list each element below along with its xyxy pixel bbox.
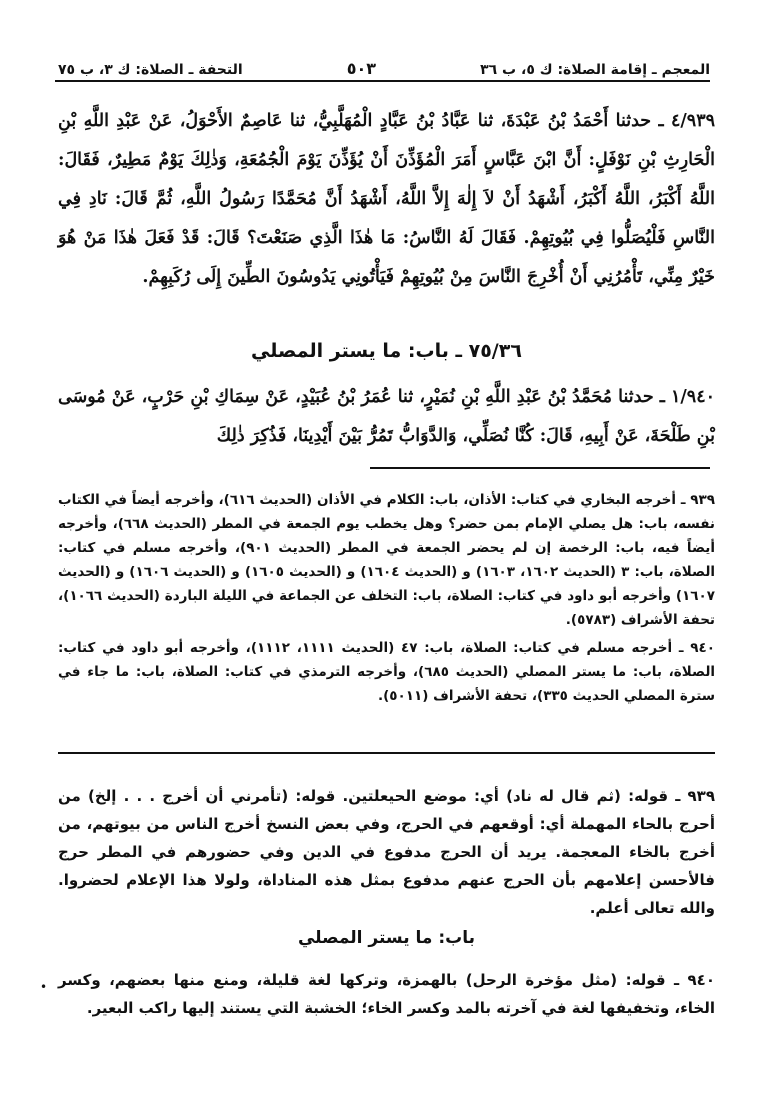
footnote-939: ٩٣٩ ـ أخرجه البخاري في كتاب: الأذان، باب: الكلام في الأذان (الحديث ٦١٦)، وأخرجه أيضاً في الكتاب نفسه، باب: هل يصلي الإمام بمن حضر؟ وهل يخطب يوم الجمعة في المطر (الحديث ٦٦٨)، وأخرجه أيضاً فيه، باب: الرخصة إن لم يحضر الجمعة في المطر (الحديث ٩٠١)، وأخرجه مسلم في كتاب: الصلاة، باب: ٣ (الحديث ١٦٠٢، ١٦٠٣) و (الحديث ١٦٠٤) و (الحديث ١٦٠٥) و (الحديث ١٦٠٦) و (الحديث ١٦٠٧) وأخرجه أبو داود في كتاب: الصلاة، باب: التخلف عن الجماعة في الليلة الباردة (الحديث ١٠٦٦)، تحفة الأشراف (٥٧٨٣). — [58, 492, 716, 628]
commentary-rule — [58, 752, 715, 754]
footnote-940: ٩٤٠ ـ أخرجه مسلم في كتاب: الصلاة، باب: ٤٧ (الحديث ١١١١، ١١١٢)، وأخرجه أبو داود في كتاب: الصلاة، باب: ما يستر المصلي (الحديث ٦٨٥)، وأخرجه الترمذي في كتاب: الصلاة، باب: ما جاء في سترة المصلي الحديث ٣٣٥)، تحفة الأشراف (٥٠١١). — [58, 640, 716, 704]
commentary-940: ٩٤٠ ـ قوله: (مثل مؤخرة الرحل) بالهمزة، وتركها لغة قليلة، ومنع منها بعضهم، وكسر الخاء، وتخفيفها لغة في آخرته بالمد وكسر الخاء؛ الخشبة التي يستند إليها راكب البعير. — [58, 971, 715, 1017]
running-header — [58, 50, 710, 78]
hadith-940: ١/٩٤٠ ـ حدثنا مُحَمَّدُ بْنُ عَبْدِ اللَّهِ بْنِ نُمَيْرٍ، ثنا عُمَرُ بْنُ عُبَيْدٍ، عَنْ سِمَاكِ بْنِ حَرْبٍ، عَنْ مُوسَى بْنِ طَلْحَةَ، عَنْ أَبِيهِ، قَالَ: كُنَّا نُصَلِّي، وَالدَّوَابُّ تَمُرُّ بَيْنَ أَيْدِينَا، فَذُكِرَ ذٰلِكَ — [58, 387, 715, 446]
hadith-939: ٤/٩٣٩ ـ حدثنا أَحْمَدُ بْنُ عَبْدَةَ، ثنا عَبَّادُ بْنُ عَبَّادٍ الْمُهَلَّبِيُّ، ثنا عَاصِمٌ الأَحْوَلُ، عَنْ عَبْدِ اللَّهِ بْنِ الْحَارِثِ بْنِ نَوْفَلٍ: أَنَّ ابْنَ عَبَّاسٍ أَمَرَ الْمُؤَذِّنَ أَنْ يُؤَذِّنَ يَوْمَ الْجُمُعَةِ، وَذٰلِكَ يَوْمٌ مَطِيرٌ، فَقَالَ: اللَّهُ أَكْبَرُ، اللَّهُ أَكْبَرُ، أَشْهَدُ أَنْ لاَ إِلٰهَ إِلاَّ اللَّهُ، أَشْهَدُ أَنَّ مُحَمَّدًا رَسُولُ اللَّهِ، ثُمَّ قَالَ: نَادِ فِي النَّاسِ فَلْيُصَلُّوا فِي بُيُوتِهِمْ. فَقَالَ لَهُ النَّاسُ: مَا هٰذَا الَّذِي صَنَعْتَ؟ قَالَ: قَدْ فَعَلَ هٰذَا مَنْ هُوَ خَيْرٌ مِنِّي، تَأْمُرُنِي أَنْ أُخْرِجَ النَّاسَ مِنْ بُيُوتِهِمْ فَيَأْتُونِي يَدُوسُونَ الطِّينَ إِلَى رُكَبِهِمْ. — [58, 111, 715, 287]
header-right: المعجم ـ إقامة الصلاة: ك ٥، ب ٣٦ — [480, 62, 710, 78]
footnotes — [58, 488, 715, 712]
margin-dot: • — [40, 980, 48, 994]
footnote-rule — [370, 467, 710, 469]
commentary-chapter-heading: باب: ما يستر المصلي — [297, 928, 475, 948]
commentary-939: ٩٣٩ ـ قوله: (ثم قال له ناد) أي: موضع الحيعلتين. قوله: (تأمرني أن أخرج . . . إلخ) من أحرج بالحاء المهملة أي: أوقعهم في الحرج، وفي بعض النسخ أخرج الناس من بيوتهم، من أخرج بالخاء المعجمة. يريد أن الحرج مدفوع في الدين وفي حضورهم في المطر حرج فالأحسن إعلامهم بأن الحرج عنهم مدفوع بمثل هذه المناداة، ولولا هذا الإعلام لحضروا. والله تعالى أعلم. — [58, 787, 715, 917]
page-number: ٥٠٣ — [346, 59, 377, 78]
header-rule — [55, 80, 710, 82]
header-left: التحفة ـ الصلاة: ك ٣، ب ٧٥ — [58, 62, 243, 78]
chapter-heading: ٧٥/٣٦ ـ باب: ما يستر المصلي — [251, 340, 522, 362]
